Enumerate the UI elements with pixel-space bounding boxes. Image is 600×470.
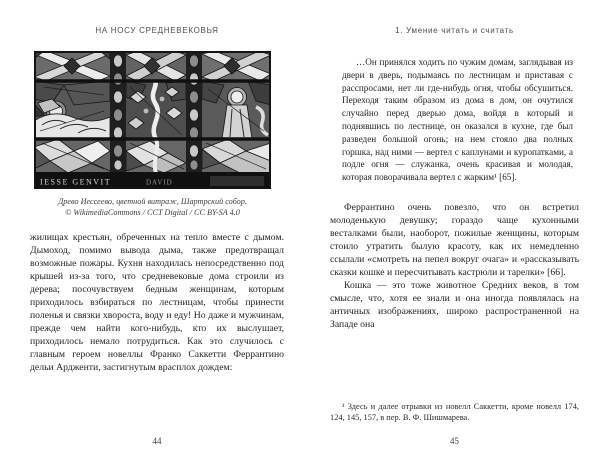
footnote: ¹ Здесь и далее отрывки из новелл Саккетти, кроме новелл 174, 124, 145, 157, в пер. В. Ф. Шишмарева.: [330, 402, 579, 423]
right-body-paragraph-2: Кошка — это тоже животное Средних веков, в том смысле, что, хотя ее знали и она иногда появлялась на античных изображениях, широко распространенной на Западе она: [330, 279, 579, 330]
running-head-right: 1. Умение читать и считать: [395, 26, 514, 35]
caption-credit: © WikimediaCommons / CCT Digital / CC BY-SA 4.0: [65, 208, 240, 217]
stained-glass-figure: [34, 51, 271, 218]
left-body-paragraph: жилищах крестьян, обреченных на тепло вместе с дымом. Дымоход, помимо вывода дыма, также предотвращал возможные пожары. Кухня находилась непосредственно под крышей из-за того, что средневековые дома строили из дерева; посочувствуем бедным женщинам, которым приходилось взбираться по лестницам, чтобы принести поленья и связки хвороста, воду и еду! Но даже и мужчинам, прежде чем найти кого-нибудь, кто их выслушает, приходилось немало потрудиться. Как это случилось с главным героем новеллы Франко Саккетти Феррантино дельи Ардженти, застигнутым врасплох дождем:: [30, 232, 284, 373]
right-body-paragraph-1: Феррантино очень повезло, что он встретил молоденькую девушку; гораздо чаще кухонными весталками были, наоборот, пожилые женщины, которым стоило утратить былую красоту, как их немедленно ссылали «смотреть на пепел вокруг очага» и «рассказывать сказки кошке и пересчитывать кастрюли и тарелки» [66].: [330, 201, 579, 278]
right-page: [330, 0, 579, 470]
stained-glass-image: [34, 51, 271, 189]
glass-inscription-left: IESSE GENVIT: [40, 177, 112, 187]
caption-title: Древо Иессеево, цветной витраж, Шартрский собор.: [58, 197, 247, 206]
page-number-left: 44: [152, 436, 162, 446]
running-head-left: НА НОСУ СРЕДНЕВЕКОВЬЯ: [95, 26, 219, 35]
image-caption: [34, 196, 271, 218]
left-page: [30, 0, 284, 470]
block-quote: …Он принялся ходить по чужим домам, заглядывая из двери в дверь, подымаясь по лестницам и приставая с расспросами, нет ли где-нибудь огня, чтобы обсушиться. Переходя таким образом из дома в дом, он очутился случайно перед дверью дома, войдя в который и поднявшись по лестнице, он оказался в кухне, где был разведен большой огонь; на нем стояло два полных горшка, над ними — вертел с каплунами и куропатками, а подле огня — служанка, очень красивая и молодая, которая поворачивала вертел с жарким¹ [65].: [342, 57, 573, 183]
page-number-right: 45: [450, 436, 459, 446]
glass-inscription-right: DAVID: [146, 178, 173, 187]
